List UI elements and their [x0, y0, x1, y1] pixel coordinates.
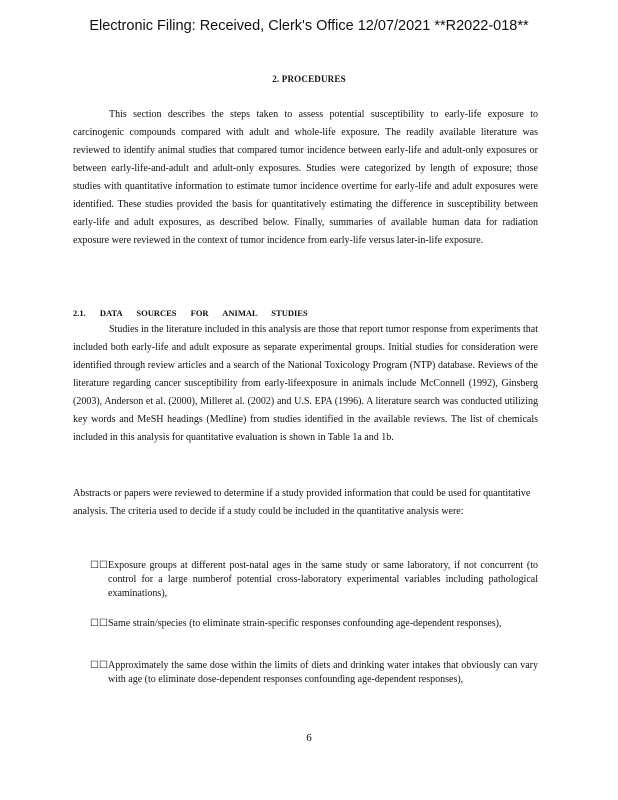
filing-header: Electronic Filing: Received, Clerk's Office 12/07/2021 **R2022-018** [89, 18, 529, 34]
list-item [90, 617, 538, 631]
checkbox-glyph-icon: ☐☐ [90, 660, 108, 671]
list-item [90, 659, 538, 687]
list-item [90, 559, 538, 601]
criteria-intro-paragraph: Abstracts or papers were reviewed to determine if a study provided information that could be used for quantitative analysis. The criteria used to decide if a study could be included in the quantitative analysis were: [73, 488, 531, 517]
intro-paragraph: This section describes the steps taken to assess potential susceptibility to early-life exposure to carcinogenic compounds compared with adult and whole-life exposure. The readily available literature was reviewed to identify animal studies that compared tumor incidence between early-life and adult-only exposures or between early-life-and-adult and adult-only exposures. Studies were categorized by length of exposure; those studies with quantitative information to estimate tumor incidence overtime for early-life and adult exposures were identified. These studies provided the basis for quantitatively estimating the difference in susceptibility between early-life and adult exposures, as described below. Finally, summaries of available human data for radiation exposure were reviewed in the context of tumor incidence from early-life versus later-in-life exposure. [73, 109, 538, 246]
page-number: 6 [306, 732, 312, 744]
subsection-title: 2.1. DATA SOURCES FOR ANIMAL STUDIES [73, 308, 308, 318]
checkbox-glyph-icon: ☐☐ [90, 560, 108, 571]
list-item-text: Same strain/species (to eliminate strain-specific responses confounding age-dependent responses), [108, 618, 502, 629]
checkbox-glyph-icon: ☐☐ [90, 618, 108, 629]
section-title: 2. PROCEDURES [272, 74, 346, 84]
list-item-text: Approximately the same dose within the limits of diets and drinking water intakes that obviously can vary with age (to eliminate dose-dependent responses confounding age-dependent responses), [108, 660, 538, 685]
data-sources-paragraph: Studies in the literature included in this analysis are those that report tumor response from experiments that included both early-life and adult exposure as separate experimental groups. Initial studies for consideration were identified through review articles and a search of the National Toxicology Program (NTP) database. Reviews of the literature regarding cancer susceptibility from early-lifeexposure in animals include McConnell (1992), Ginsberg (2003), Anderson et al. (2000), Milleret al. (2002) and U.S. EPA (1996). A literature search was conducted utilizing key words and MeSH headings (Medline) from studies identified in the available reviews. The list of chemicals included in this analysis for quantitative evaluation is shown in Table 1a and 1b. [73, 324, 538, 443]
list-item-text: Exposure groups at different post-natal ages in the same study or same laboratory, if not concurrent (to control for a large numberof potential cross-laboratory experimental variables including pathological examinations), [108, 560, 538, 599]
